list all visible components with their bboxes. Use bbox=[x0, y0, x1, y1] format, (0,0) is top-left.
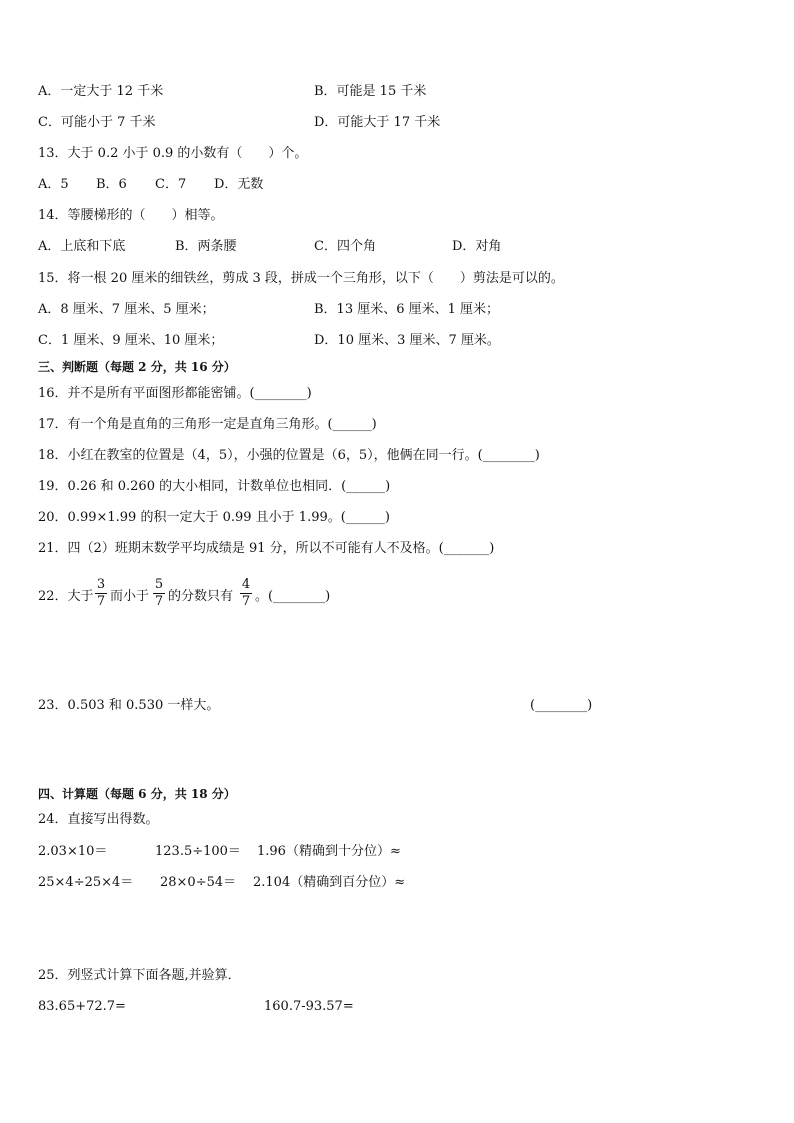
q12-option-b: B．可能是 15 千米 bbox=[314, 84, 427, 99]
section-4-title: 四、计算题（每题 6 分，共 18 分） bbox=[38, 787, 236, 801]
q22-prefix: 22．大于 bbox=[38, 589, 94, 604]
q14-option-b: B．两条腰 bbox=[175, 239, 237, 254]
q23: 23．0.503 和 0.530 一样大。 bbox=[38, 698, 220, 713]
q13-option-b: B．6 bbox=[96, 177, 127, 192]
q24-item-4: 25×4÷25×4＝ bbox=[38, 875, 134, 890]
q18: 18．小红在教室的位置是（4，5），小强的位置是（6，5），他俩在同一行。(________) bbox=[38, 448, 540, 463]
q16: 16．并不是所有平面图形都能密铺。(________) bbox=[38, 386, 312, 401]
q25-stem: 25．列竖式计算下面各题,并验算． bbox=[38, 968, 241, 983]
q15-option-d: D．10 厘米、3 厘米、7 厘米。 bbox=[314, 333, 500, 348]
q22-fraction-1-numerator: 3 bbox=[96, 577, 106, 592]
q22-fraction-2-denominator: 7 bbox=[154, 594, 164, 609]
q22-fraction-2-numerator: 5 bbox=[154, 577, 164, 592]
q15-stem: 15．将一根 20 厘米的细铁丝，剪成 3 段，拼成一个三角形，以下（ ）剪法是可以的。 bbox=[38, 271, 564, 286]
q22-fraction-1-denominator: 7 bbox=[96, 594, 106, 609]
q22-suffix: 。(________) bbox=[255, 589, 331, 604]
q22-mid-2: 的分数只有 bbox=[168, 589, 234, 604]
q22-fraction-2 bbox=[153, 578, 165, 609]
q13-option-a: A．5 bbox=[38, 177, 69, 192]
q14-option-d: D．对角 bbox=[452, 239, 502, 254]
q14-option-a: A．上底和下底 bbox=[38, 239, 126, 254]
q20: 20．0.99×1.99 的积一定大于 0.99 且小于 1.99。(______) bbox=[38, 510, 390, 525]
q13-option-c: C．7 bbox=[155, 177, 187, 192]
q21: 21．四（2）班期末数学平均成绩是 91 分，所以不可能有人不及格。(_______) bbox=[38, 541, 495, 556]
q24-item-5: 28×0÷54＝ bbox=[160, 875, 237, 890]
q13-option-d: D．无数 bbox=[214, 177, 264, 192]
q12-option-c: C．可能小于 7 千米 bbox=[38, 115, 156, 130]
q15-option-b: B．13 厘米、6 厘米、1 厘米； bbox=[314, 302, 500, 317]
q22-mid-1: 而小于 bbox=[110, 589, 150, 604]
q23-answer-blank: (________) bbox=[530, 698, 593, 713]
q22-fraction-1 bbox=[95, 578, 107, 609]
q15-option-c: C．1 厘米、9 厘米、10 厘米； bbox=[38, 333, 224, 348]
q13-stem: 13．大于 0.2 小于 0.9 的小数有（ ）个。 bbox=[38, 146, 308, 161]
q25-item-2: 160.7-93.57= bbox=[264, 999, 354, 1014]
q22-fraction-3 bbox=[240, 578, 252, 609]
q17: 17．有一个角是直角的三角形一定是直角三角形。(______) bbox=[38, 417, 377, 432]
q14-option-c: C．四个角 bbox=[314, 239, 376, 254]
q12-option-d: D．可能大于 17 千米 bbox=[314, 115, 441, 130]
q19: 19．0.26 和 0.260 的大小相同，计数单位也相同．(______) bbox=[38, 479, 391, 494]
q12-option-a: A．一定大于 12 千米 bbox=[38, 84, 164, 99]
q24-item-1: 2.03×10＝ bbox=[38, 844, 108, 859]
q24-stem: 24．直接写出得数。 bbox=[38, 812, 159, 827]
q14-stem: 14．等腰梯形的（ ）相等。 bbox=[38, 208, 224, 223]
q22-fraction-3-numerator: 4 bbox=[241, 577, 251, 592]
q15-option-a: A．8 厘米、7 厘米、5 厘米； bbox=[38, 302, 215, 317]
q24-item-6: 2.104（精确到百分位）≈ bbox=[253, 875, 406, 890]
q22-fraction-3-denominator: 7 bbox=[241, 594, 251, 609]
q25-item-1: 83.65+72.7= bbox=[38, 999, 126, 1014]
q24-item-2: 123.5÷100＝ bbox=[155, 844, 241, 859]
section-3-title: 三、判断题（每题 2 分，共 16 分） bbox=[38, 360, 236, 374]
q24-item-3: 1.96（精确到十分位）≈ bbox=[257, 844, 401, 859]
